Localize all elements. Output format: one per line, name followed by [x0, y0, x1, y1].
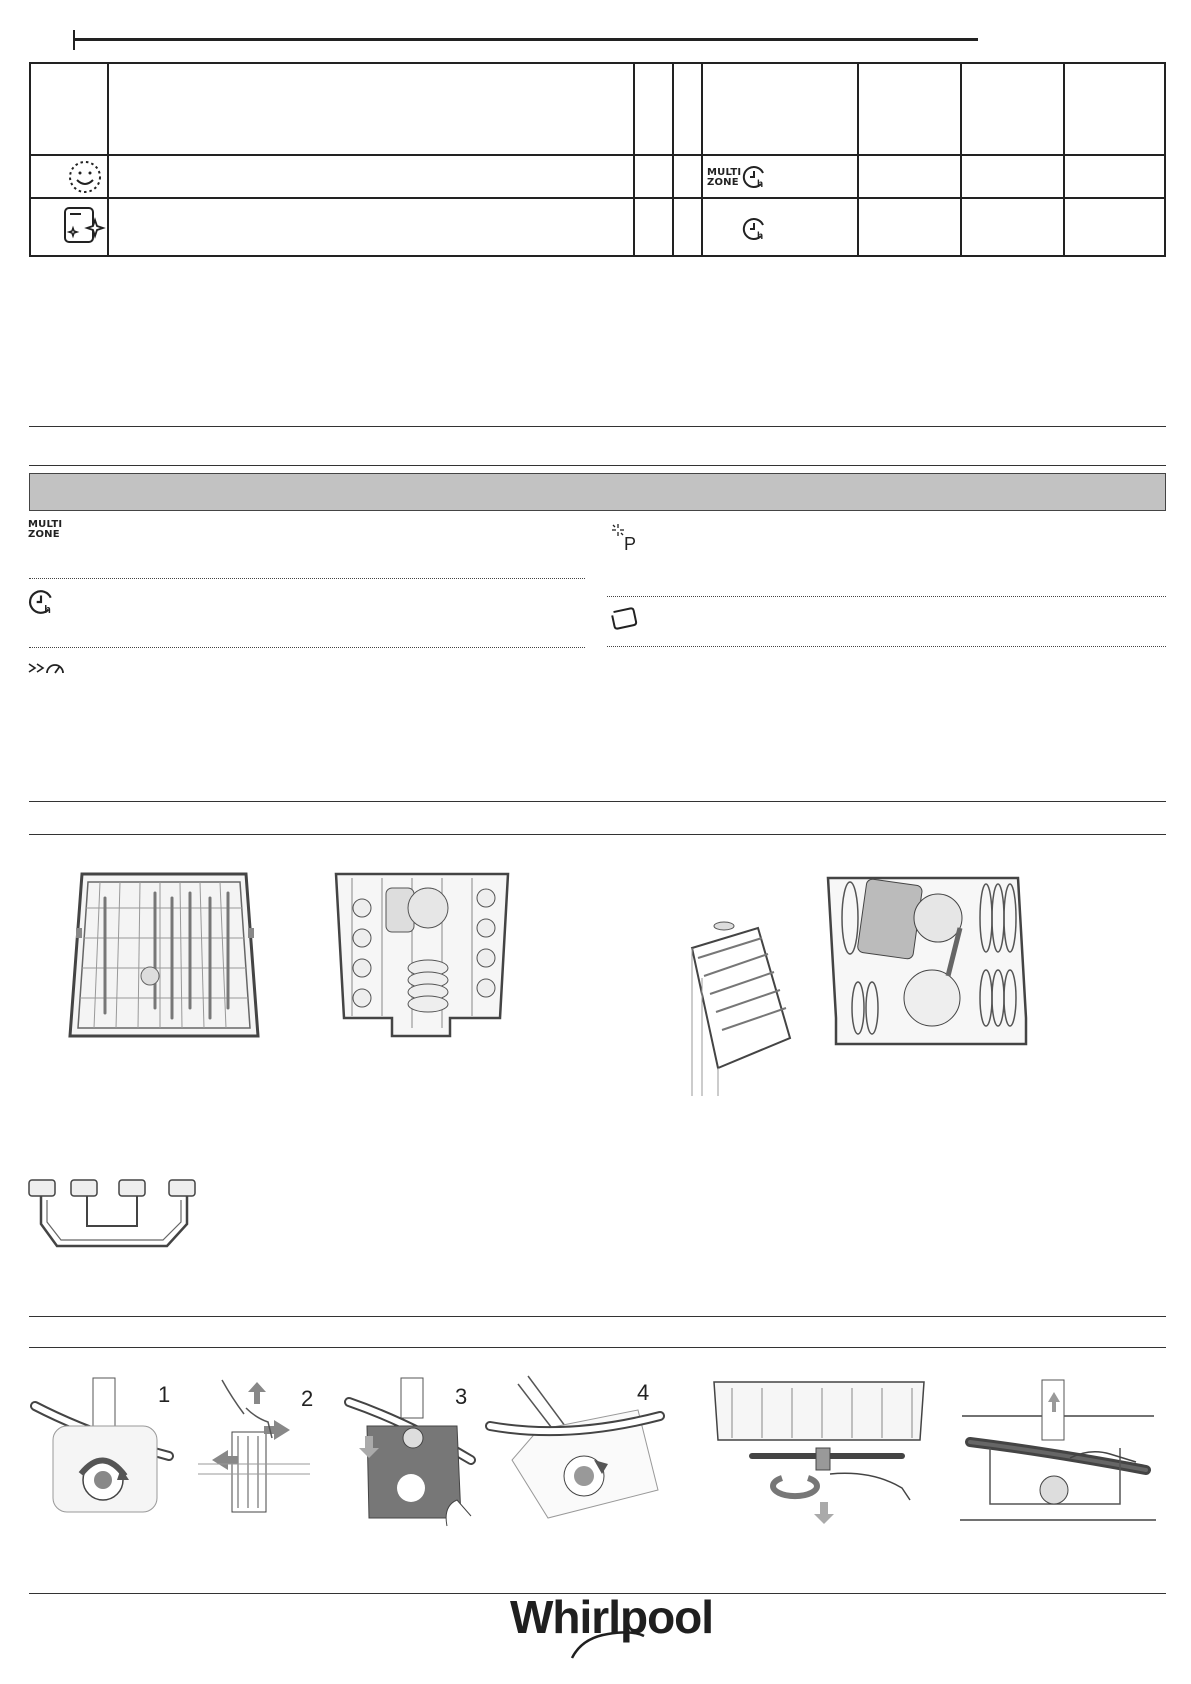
folding-tines-illustration	[688, 918, 794, 1096]
dish-sparkle-icon	[61, 204, 105, 248]
section-rule	[29, 1347, 1166, 1348]
options-header-band	[29, 473, 1166, 511]
cup-shelf-illustration	[27, 1176, 203, 1260]
smiley-dots-icon	[65, 156, 105, 196]
tablet-icon	[610, 606, 638, 630]
logo-swoosh	[568, 1628, 648, 1662]
step-number-2: 2	[301, 1386, 314, 1411]
programme-table	[29, 62, 1166, 257]
top-rule	[73, 38, 978, 41]
step-2-illustration	[198, 1378, 310, 1518]
svg-text:h: h	[757, 179, 764, 190]
step-number-4: 4	[637, 1380, 650, 1405]
clock-h-icon-row2	[741, 216, 767, 242]
section-rule	[29, 834, 1166, 835]
clock-h-icon	[27, 588, 55, 616]
lower-spray-arm-illustration	[712, 1378, 928, 1526]
clock-h-icon	[741, 164, 767, 190]
step-number-3: 3	[455, 1384, 468, 1409]
dotted-divider	[29, 578, 585, 579]
lower-rack-illustration	[820, 868, 1030, 1058]
section-rule	[29, 465, 1166, 466]
svg-text:h: h	[757, 231, 764, 242]
top-rule-tick	[73, 30, 75, 50]
svg-text:h: h	[44, 603, 51, 616]
upper-spray-arm-illustration	[960, 1378, 1156, 1524]
cutlery-tray-illustration	[60, 868, 270, 1044]
section-rule	[29, 1316, 1166, 1317]
dotted-divider	[29, 647, 585, 648]
step-1-illustration	[33, 1376, 169, 1516]
whirlpool-logo: Whirlpool	[510, 1591, 714, 1643]
sparkle-p-icon	[610, 522, 640, 554]
upper-rack-illustration	[322, 868, 522, 1048]
multizone-icon: MULTI ZONE	[28, 519, 63, 540]
section-rule	[29, 801, 1166, 802]
svg-text:P: P	[624, 534, 637, 554]
section-rule	[29, 426, 1166, 427]
dotted-divider	[607, 646, 1166, 647]
multizone-label: MULTI ZONE	[707, 167, 742, 188]
step-number-1: 1	[158, 1382, 171, 1407]
fast-gauge-icon	[27, 658, 65, 676]
dotted-divider	[607, 596, 1166, 597]
